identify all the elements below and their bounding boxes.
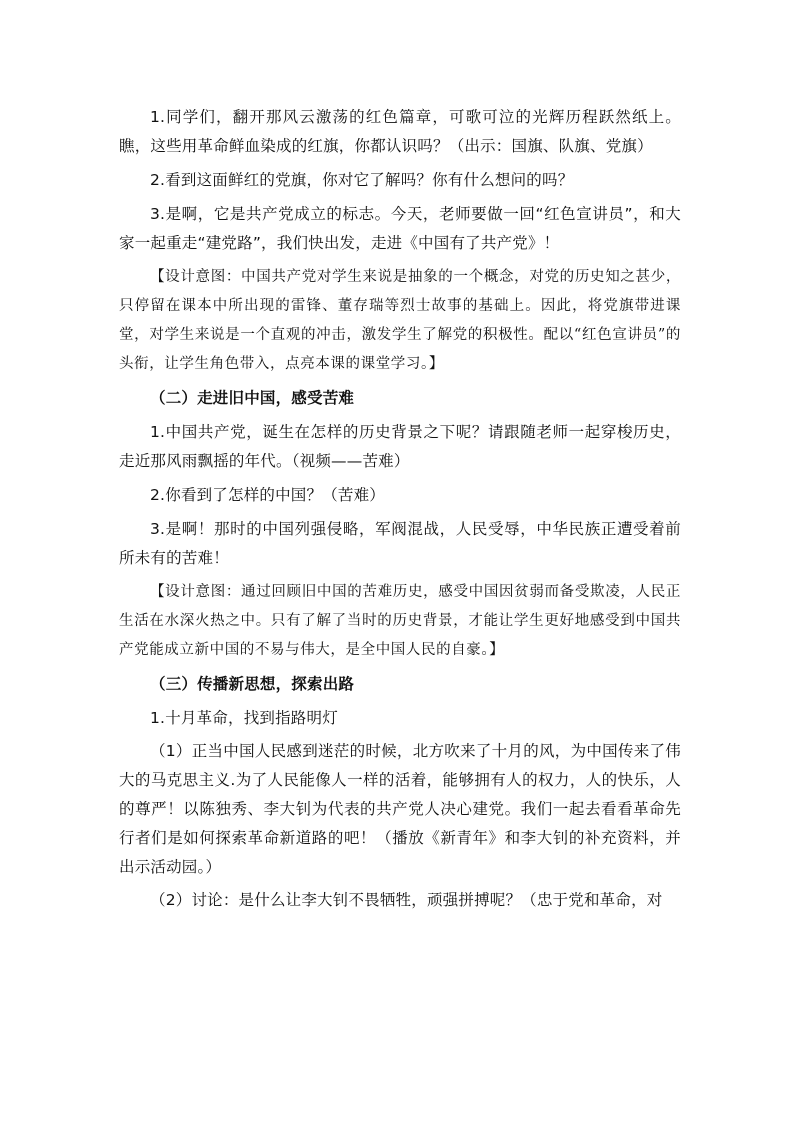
paragraph-section3-1: 1.十月革命，找到指路明灯 xyxy=(150,709,338,727)
paragraph-section2-3: 3.是啊！那时的中国列强侵略，军阀混战，人民受辱，中华民族正遭受着前所未有的苦难！ xyxy=(119,520,681,567)
document-body xyxy=(119,103,681,919)
section-heading-2: （二）走进旧中国，感受苦难 xyxy=(150,389,355,407)
paragraph-section2-2: 2.你看到了怎样的中国？（苦难） xyxy=(150,486,385,504)
paragraph-section3-3: （2）讨论：是什么让李大钊不畏牺牲，顽强拼搏呢？（忠于党和革命，对 xyxy=(150,891,663,909)
paragraph-section2-1: 1.中国共产党，诞生在怎样的历史背景之下呢？请跟随老师一起穿梭历史，走近那风雨飘摇的年代。（视频——苦难） xyxy=(119,423,681,470)
section-heading-3: （三）传播新思想，探索出路 xyxy=(150,675,355,693)
design-intent-2: 【设计意图：通过回顾旧中国的苦难历史，感受中国因贫弱而备受欺凌，人民正生活在水深火热之中。只有了解了当时的历史背景，才能让学生更好地感受到中国共产党能成立新中国的不易与伟大，是全中国人民的自豪。】 xyxy=(119,584,681,658)
design-intent-1: 【设计意图：中国共产党对学生来说是抽象的一个概念，对党的历史知之甚少，只停留在课本中所出现的雷锋、董存瑞等烈士故事的基础上。因此，将党旗带进课堂，对学生来说是一个直观的冲击，激发学生了解党的积极性。配以“红色宣讲员”的头衔，让学生角色带入，点亮本课的课堂学习。】 xyxy=(119,269,681,372)
paragraph-intro-2: 2.看到这面鲜红的党旗，你对它了解吗？你有什么想问的吗？ xyxy=(150,171,574,189)
paragraph-intro-1: 1.同学们，翻开那风云激荡的红色篇章，可歌可泣的光辉历程跃然纸上。瞧，这些用革命鲜血染成的红旗，你都认识吗？（出示：国旗、队旗、党旗） xyxy=(119,108,681,155)
paragraph-intro-3: 3.是啊，它是共产党成立的标志。今天，老师要做一回“红色宣讲员”，和大家一起重走“建党路”，我们快出发，走进《中国有了共产党》！ xyxy=(119,205,681,252)
paragraph-section3-2: （1）正当中国人民感到迷茫的时候，北方吹来了十月的风，为中国传来了伟大的马克思主义.为了人民能像人一样的活着，能够拥有人的权力，人的快乐，人的尊严！以陈独秀、李大钊为代表的共产党人决心建党。我们一起去看看革命先行者们是如何探索革命新道路的吧！（播放《新青年》和李大钊的补充资料，并出示活动园。） xyxy=(119,742,681,876)
